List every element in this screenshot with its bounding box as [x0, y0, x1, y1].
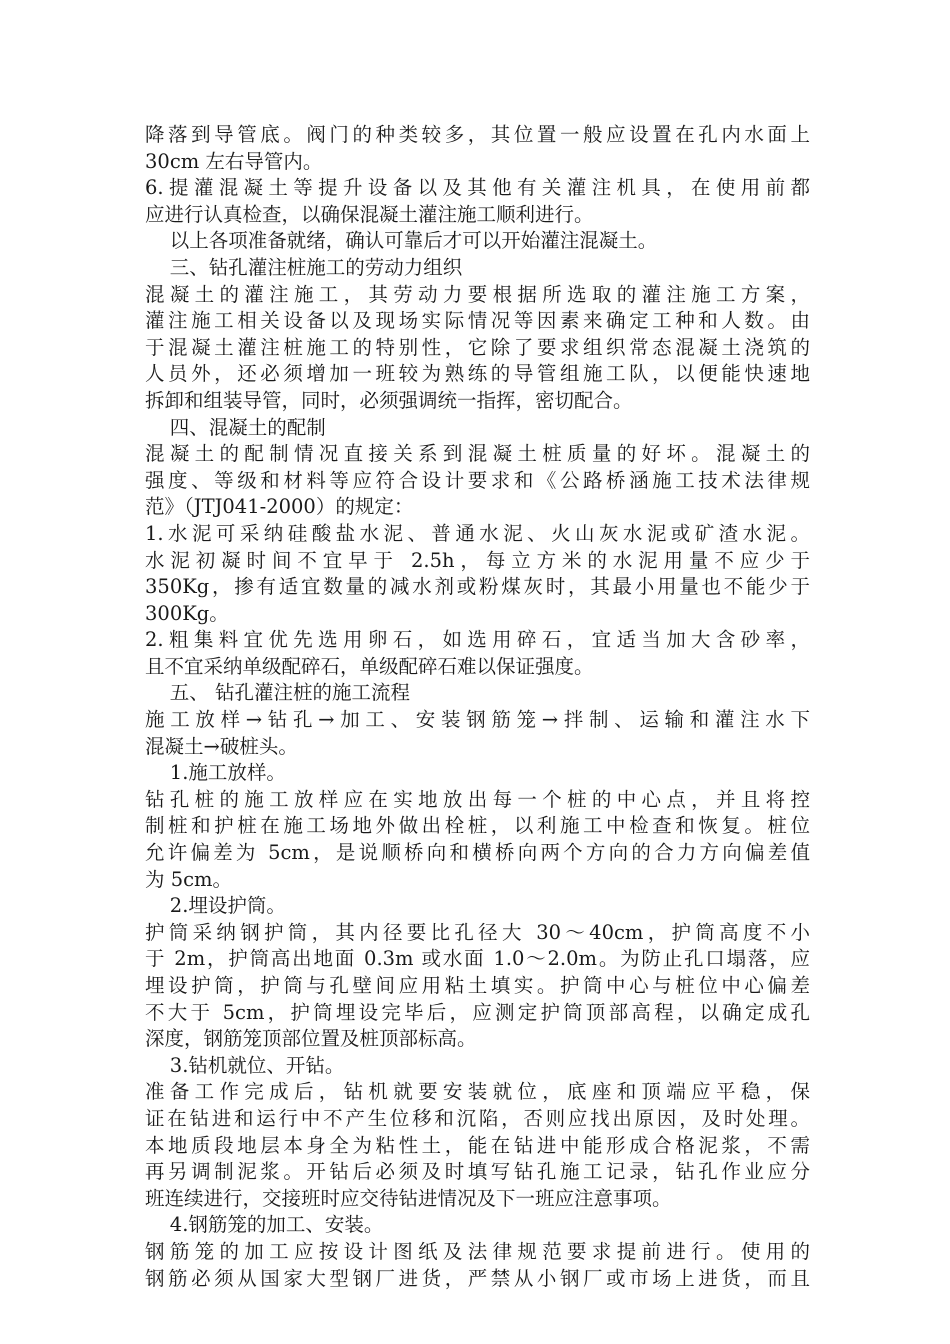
text-line: 灌注施工相关设备以及现场实际情况等因素来确定工种和人数。由: [145, 309, 810, 333]
text-line: 深度，钢筋笼顶部位置及桩顶部标高。: [145, 1027, 477, 1051]
text-line: 五、 钻孔灌注桩的施工流程: [145, 681, 410, 705]
text-line: 1.施工放样。: [145, 761, 286, 785]
text-line: 钢筋必须从国家大型钢厂进货，严禁从小钢厂或市场上进货，而且: [145, 1266, 810, 1290]
text-line: 范》（JTJ041-2000）的规定：: [145, 495, 414, 519]
text-line: 四、混凝土的配制: [145, 415, 326, 439]
text-line: 本地质段地层本身全为粘性土，能在钻进中能形成合格泥浆，不需: [145, 1133, 810, 1157]
document-body-text: [145, 122, 810, 1292]
text-line: 钻孔桩的施工放样应在实地放出每一个桩的中心点，并且将控: [145, 787, 810, 811]
text-line: 30cm 左右导管内。: [145, 149, 323, 173]
text-line: 6.提灌混凝土等提升设备以及其他有关灌注机具，在使用前都: [145, 176, 810, 200]
text-line: 为 5cm。: [145, 867, 233, 891]
text-line: 混凝土→破桩头。: [145, 734, 298, 758]
text-line: 于混凝土灌注桩施工的特别性，它除了要求组织常态混凝土浇筑的: [145, 335, 810, 359]
text-line: 3.钻机就位、开钻。: [145, 1053, 345, 1077]
text-line: 强度、等级和材料等应符合设计要求和《公路桥涵施工技术法律规: [145, 468, 810, 492]
text-line: 混凝土的配制情况直接关系到混凝土桩质量的好坏。混凝土的: [145, 442, 810, 466]
text-line: 不大于 5cm，护筒埋设完毕后，应测定护筒顶部高程，以确定成孔: [145, 1000, 810, 1024]
text-line: 制桩和护桩在施工场地外做出栓桩，以利施工中检查和恢复。桩位: [145, 814, 810, 838]
text-line: 350Kg，掺有适宜数量的减水剂或粉煤灰时，其最小用量也不能少于: [145, 575, 810, 599]
text-line: 拆卸和组装导管，同时，必须强调统一指挥，密切配合。: [145, 388, 633, 412]
text-line: 2.粗集料宜优先选用卵石，如选用碎石，宜适当加大含砂率，: [145, 628, 810, 652]
text-line: 钢筋笼的加工应按设计图纸及法律规范要求提前进行。使用的: [145, 1239, 810, 1263]
text-line: 混凝土的灌注施工，其劳动力要根据所选取的灌注施工方案，: [145, 282, 810, 306]
text-line: 埋设护筒，护筒与孔壁间应用粘土填实。护筒中心与桩位中心偏差: [145, 974, 810, 997]
text-line: 施工放样→钻孔→加工、安装钢筋笼→拌制、运输和灌注水下: [145, 708, 810, 732]
text-line: 允许偏差为 5cm，是说顺桥向和横桥向两个方向的合力方向偏差值: [145, 841, 810, 865]
text-line: 且不宜采纳单级配碎石，单级配碎石难以保证强度。: [145, 654, 594, 678]
text-line: 降落到导管底。阀门的种类较多，其位置一般应设置在孔内水面上: [145, 123, 810, 146]
text-line: 再另调制泥浆。开钻后必须及时填写钻孔施工记录，钻孔作业应分: [145, 1160, 810, 1184]
text-line: 以上各项准备就绪，确认可靠后才可以开始灌注混凝土。: [145, 229, 658, 253]
text-line: 证在钻进和运行中不产生位移和沉陷，否则应找出原因，及时处理。: [145, 1106, 810, 1130]
text-line: 人员外，还必须增加一班较为熟练的导管组施工队，以便能快速地: [145, 362, 810, 386]
text-line: 2.埋设护筒。: [145, 894, 286, 918]
text-line: 1.水泥可采纳硅酸盐水泥、普通水泥、火山灰水泥或矿渣水泥。: [145, 521, 810, 545]
text-line: 班连续进行，交接班时应交待钻进情况及下一班应注意事项。: [145, 1186, 672, 1210]
text-line: 护筒采纳钢护筒，其内径要比孔径大 30～40cm，护筒高度不小: [145, 920, 810, 944]
text-line: 水泥初凝时间不宜早于 2.5h，每立方米的水泥用量不应少于: [145, 548, 810, 572]
text-line: 于 2m，护筒高出地面 0.3m 或水面 1.0～2.0m。为防止孔口塌落，应: [145, 947, 810, 971]
text-line: 300Kg。: [145, 601, 229, 625]
text-line: 三、钻孔灌注桩施工的劳动力组织: [145, 255, 463, 279]
text-line: 准备工作完成后，钻机就要安装就位，底座和顶端应平稳，保: [145, 1080, 810, 1104]
text-line: 应进行认真检查，以确保混凝土灌注施工顺利进行。: [145, 202, 594, 226]
text-line: 4.钢筋笼的加工、安装。: [145, 1213, 384, 1237]
